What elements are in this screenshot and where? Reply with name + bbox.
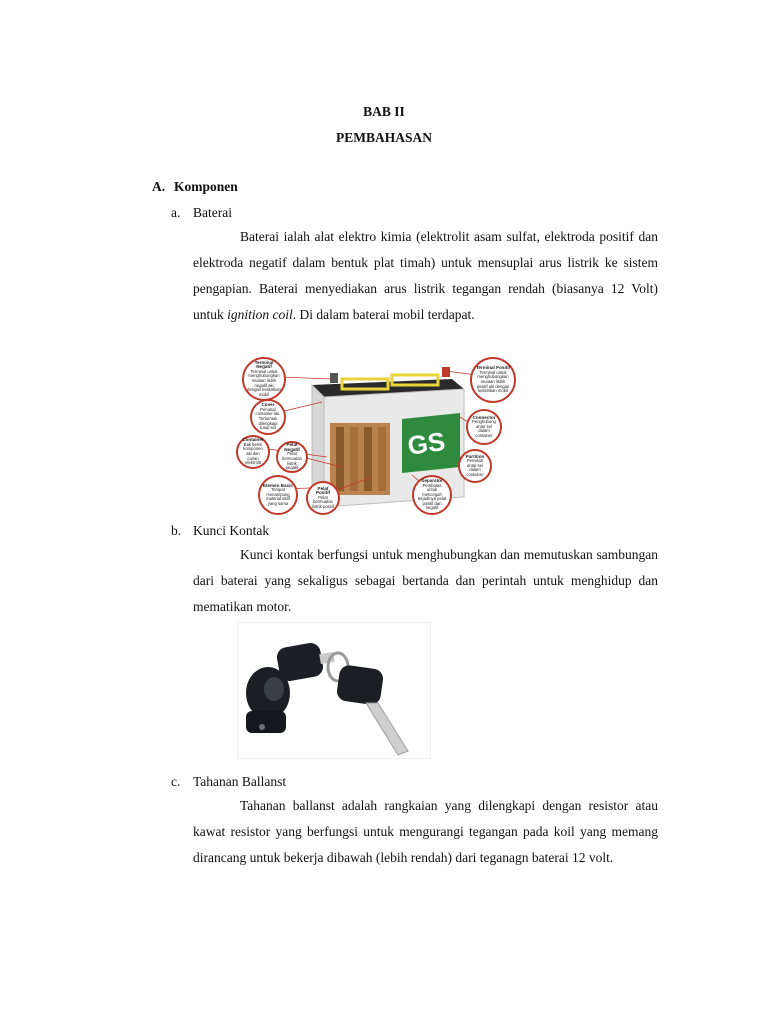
battery-figure [232,357,522,517]
item-c-label: c. [171,774,181,789]
section-label: A. [152,179,166,194]
ignition-key-figure [237,622,431,759]
callout-elemen-basic: Elemen Basic Tempat menampung material aktif yang sama [258,475,298,515]
callout-partition: Partition Pemisah antar sel dalam container [458,449,492,483]
callout-separator: Separator Pembatas untuk mencegah terjadinya pelat positif dan negatif [412,475,452,515]
page-title: PEMBAHASAN [335,130,432,145]
item-c-paragraph: Tahanan ballanst adalah rangkaian yang dilengkapi dengan resistor atau kawat resistor yang berfungsi untuk mengurangi tegangan pada koil yang memang dirancang untuk bekerja dibawah (lebih rendah) dari teganagn baterai 12 volt. [193,798,658,865]
negative-terminal [330,373,338,383]
item-b-paragraph: Kunci kontak berfungsi untuk menghubungkan dan memutuskan sambungan dari baterai yang sekaligus sebagai bertanda dan perintah untuk menghidup dan mematikan motor. [193,547,658,614]
callout-terminal-negatif: Terminal Negatif Terminal untuk menghubungkan muatan listrik negatif aki dengan kelistrikan mobil [242,357,286,401]
callout-cover: Cover Penutup container aki. Terbentuk dilengkapi tutup sel [250,399,286,435]
item-c-title: Tahanan Ballanst [193,774,287,789]
item-a-label: a. [171,205,181,220]
ignition-key-illustration [238,623,430,758]
item-a-text-before: Baterai ialah alat elektro kimia (elektrolit asam sulfat, elektroda positif dan elektroda negatif dalam bentuk plat timah) untuk mensuplai arus listrik ke sistem pengapian. Baterai menyediakan arus listrik tegangan rendah (biasanya 12 Volt) untuk [193,229,658,322]
callout-pelat-positif: Pelat Positif Pelat bermuatan listrik positif [306,481,340,515]
callout-pelat-negatif: Pelat Negatif Pelat bermuatan listrik negatif [276,441,308,473]
brand-text: GS [405,425,448,461]
key-2-blade [366,703,408,755]
chapter-heading: BAB II [363,104,405,119]
positive-terminal [442,367,450,377]
key-2-head [336,664,385,706]
item-a-text-after: . Di dalam baterai mobil terdapat. [292,307,475,322]
item-a-paragraph [193,224,658,328]
callout-terminal-positif: Terminal Positif Terminal untuk menghubungkan muatan listrik positif aki dengan kelistrikan mobil [470,357,516,403]
item-a-title: Baterai [193,205,232,220]
callout-connector: Connector Penghubung antar sel dalam container [466,409,502,445]
key-1-head [275,641,324,682]
item-b-title: Kunci Kontak [193,523,270,538]
callout-container: Container Bak berisi komponen aki dan cairan elektrolit [236,435,270,469]
item-a-text-italic: ignition coil [227,307,293,322]
section-title: Komponen [174,179,238,194]
item-b-label: b. [171,523,182,538]
